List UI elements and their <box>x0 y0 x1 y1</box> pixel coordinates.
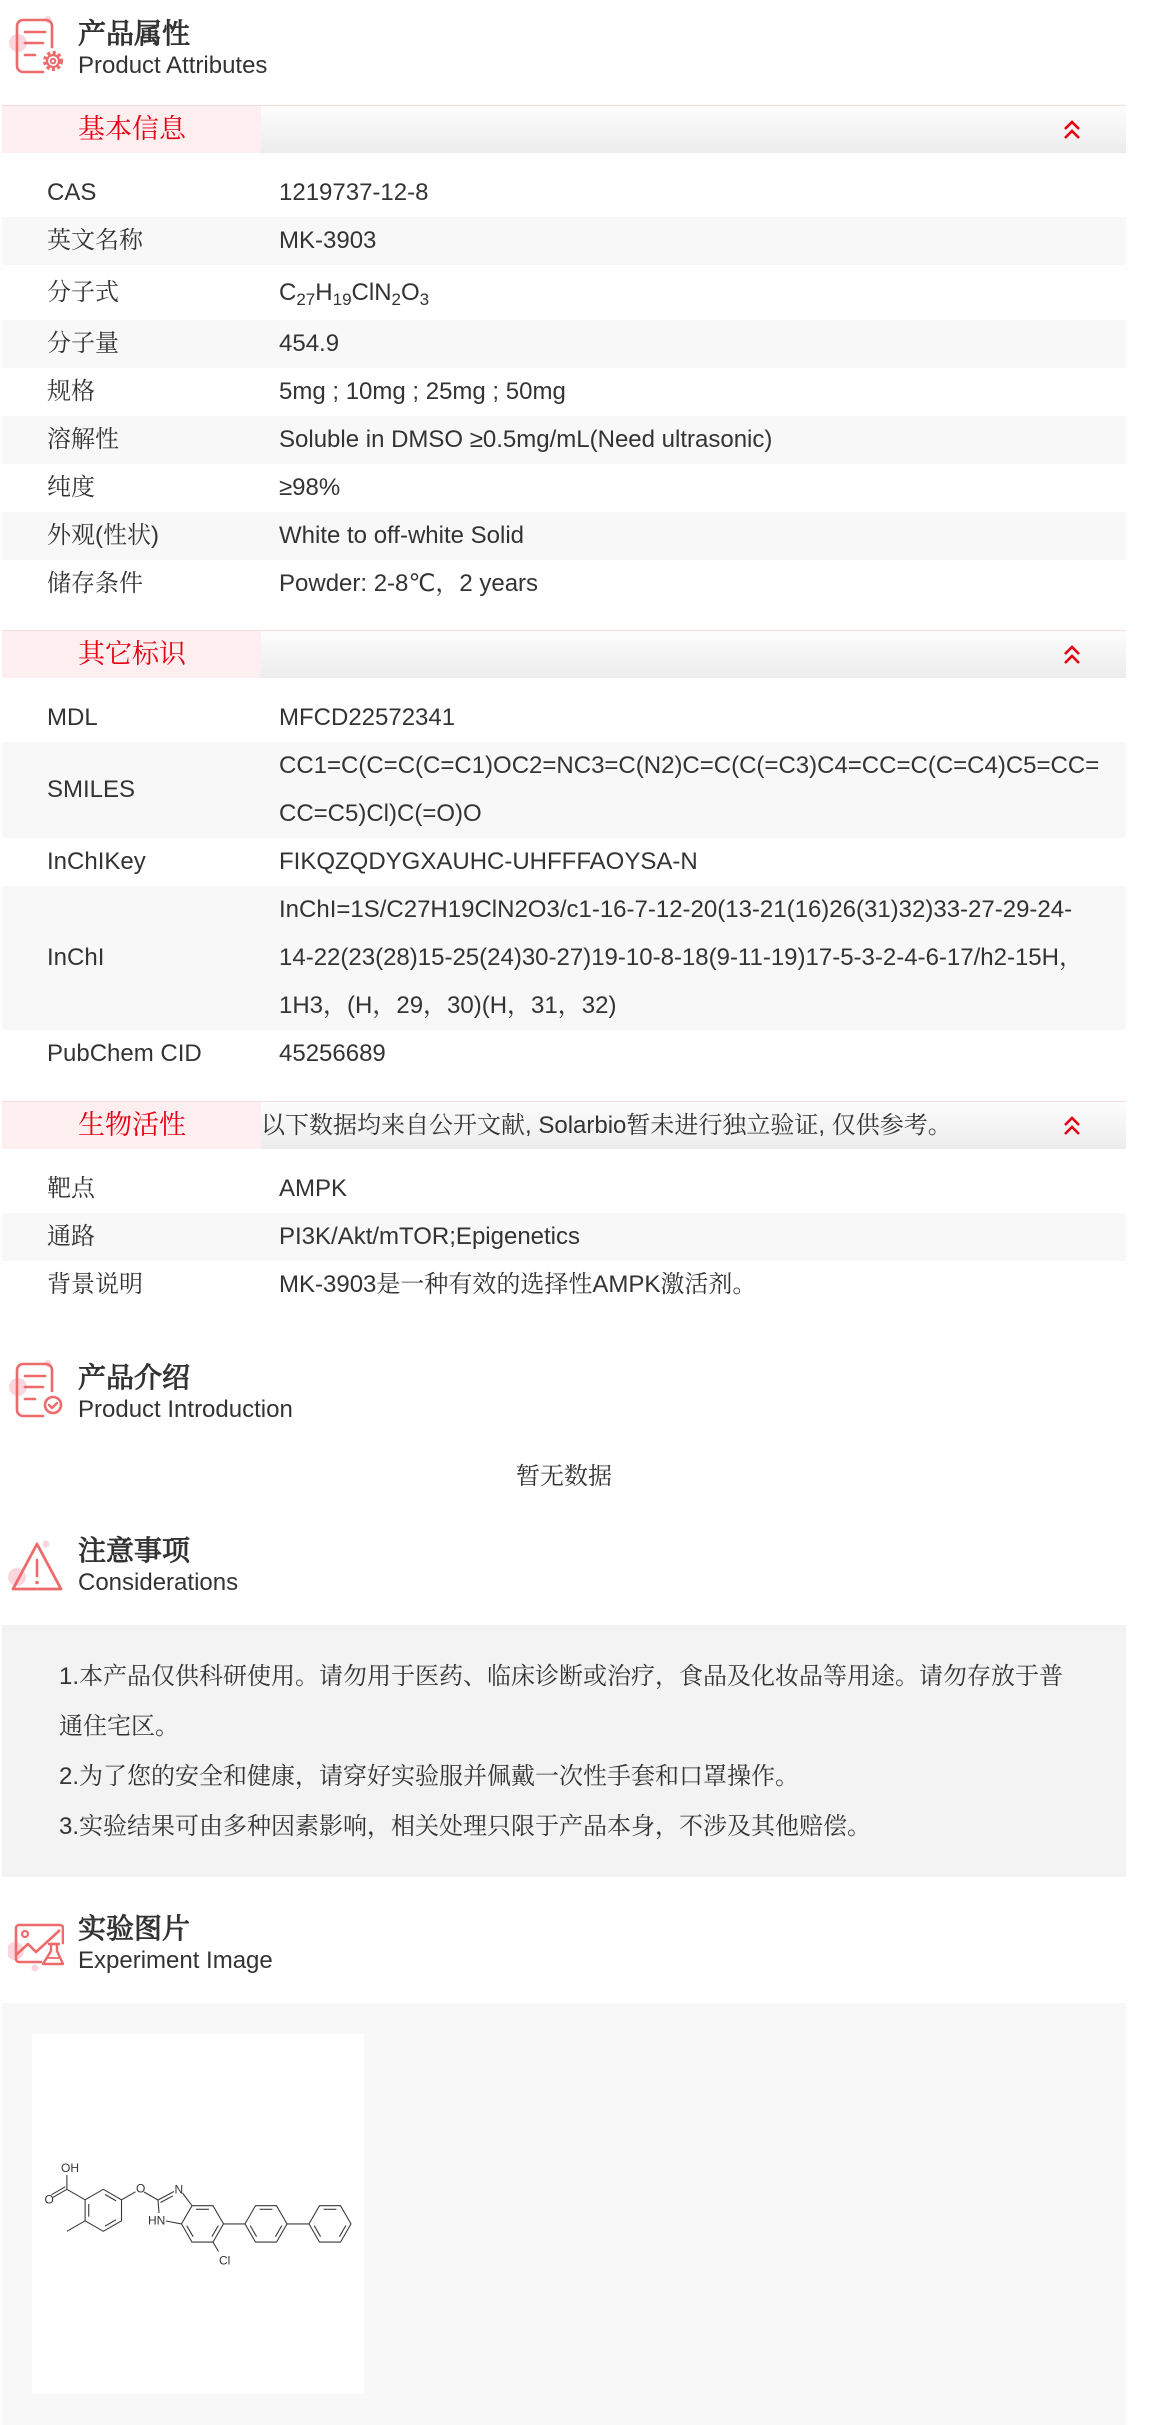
considerations-list <box>2 1625 1126 1877</box>
row-value: FIKQZQDYGXAUHC-UHFFFAOYSA-N <box>279 848 698 875</box>
consideration-item-3: 3.实验结果可由多种因素影响，相关处理只限于产品本身，不涉及其他赔偿。 <box>59 1813 872 1840</box>
row-english-name <box>2 217 1126 265</box>
row-molecular-formula <box>2 265 1126 320</box>
row-value: ≥98% <box>279 474 341 501</box>
row-value: 454.9 <box>279 330 340 357</box>
row-value: MK-3903是一种有效的选择性AMPK激活剂。 <box>279 1271 757 1298</box>
warning-triangle-icon <box>8 1539 64 1599</box>
chlorine-label: Cl <box>219 2253 231 2268</box>
row-label: 分子量 <box>47 330 119 357</box>
row-pathway <box>2 1213 1126 1261</box>
biological-activity-table <box>2 1149 1126 1309</box>
collapse-toggle-button[interactable] <box>1063 644 1081 665</box>
row-target <box>2 1165 1126 1213</box>
row-inchikey <box>2 838 1126 886</box>
consideration-item-2: 2.为了您的安全和健康，请穿好实验服并佩戴一次性手套和口罩操作。 <box>59 1763 800 1790</box>
row-label: CAS <box>47 179 97 206</box>
experiment-image-header <box>2 1895 1126 2003</box>
section-tab <box>2 106 261 153</box>
row-value: 45256689 <box>279 1040 386 1067</box>
row-label: PubChem CID <box>47 1040 202 1067</box>
experiment-image-card[interactable] <box>32 2034 364 2394</box>
section-bar-biological-activity[interactable] <box>2 1101 1126 1149</box>
molecular-formula: $C_{27}H_{19}ClN_2O_3$ <box>279 279 430 309</box>
section-bar-other-identifiers[interactable] <box>2 630 1126 678</box>
row-cas <box>2 169 1126 217</box>
row-value: PI3K/Akt/mTOR;Epigenetics <box>279 1223 581 1250</box>
row-label: SMILES <box>47 776 136 803</box>
row-value: MK-3903 <box>279 227 377 254</box>
chemical-structure-image <box>32 2034 364 2394</box>
other-identifiers-table <box>2 678 1126 1078</box>
section-tab-title: 生物活性 <box>78 1110 186 1140</box>
section-title: 产品属性 <box>78 18 191 49</box>
row-solubility <box>2 416 1126 464</box>
basic-info-table <box>2 153 1126 608</box>
row-value: 5mg ; 10mg ; 25mg ; 50mg <box>279 378 566 405</box>
row-value: White to off-white Solid <box>279 522 525 549</box>
inchi-value: InChI=1S/C27H19ClN2O3/c1-16-7-12-20(13-21(16)26(31)32)33-27-29-24- 14-22(23(28)15-25(24)30-27)19-10-8-18(9-11-19)17-5-3-2-4-6-17/h2-15H， 1H3，(H，29，30)(H，31，32) <box>279 896 1083 1019</box>
row-label: 英文名称 <box>47 227 143 254</box>
product-detail-page <box>2 0 1126 2425</box>
row-label: 纯度 <box>47 474 95 501</box>
double-chevron-up-icon <box>1063 1115 1081 1136</box>
section-bar-basic-info[interactable] <box>2 105 1126 153</box>
section-tab-title: 基本信息 <box>78 114 186 144</box>
section-tab <box>2 1102 261 1149</box>
image-flask-icon <box>8 1921 64 1981</box>
row-value: MFCD22572341 <box>279 704 456 731</box>
double-chevron-up-icon <box>1063 119 1081 140</box>
row-mdl <box>2 694 1126 742</box>
consideration-item-1-line-1: 1.本产品仅供科研使用。请勿用于医药、临床诊断或治疗，食品及化妆品等用途。请勿存放于普 <box>59 1663 1064 1690</box>
disclaimer-note: 以下数据均来自公开文献, Solarbio暂未进行独立验证, 仅供参考。 <box>261 1112 952 1139</box>
row-value: Powder: 2-8℃，2 years <box>279 570 539 597</box>
smiles-value: CC1=C(C=C(C=C1)OC2=NC3=C(N2)C=C(C(=C3)C4=CC=C(C=C4)C5=CC= CC=C5)Cl)C(=O)O <box>279 752 1100 827</box>
row-pubchem-cid <box>2 1030 1126 1078</box>
row-molecular-weight <box>2 320 1126 368</box>
row-smiles <box>2 742 1126 838</box>
no-data-placeholder: 暂无数据 <box>516 1463 612 1490</box>
document-gear-icon <box>8 16 64 76</box>
hydroxyl-label: OH <box>61 2161 79 2175</box>
double-chevron-up-icon <box>1063 644 1081 665</box>
row-appearance <box>2 512 1126 560</box>
section-subtitle: Considerations <box>78 1569 239 1596</box>
carbonyl-oxygen-label: O <box>44 2192 54 2207</box>
section-tab <box>2 631 261 678</box>
row-value: Soluble in DMSO ≥0.5mg/mL(Need ultrasonic) <box>279 426 773 453</box>
row-value: 1219737-12-8 <box>279 179 429 206</box>
section-title: 注意事项 <box>78 1535 191 1566</box>
row-inchi <box>2 886 1126 1030</box>
row-purity <box>2 464 1126 512</box>
collapse-toggle-button[interactable] <box>1063 1115 1081 1136</box>
row-label: 规格 <box>47 378 95 405</box>
row-label: MDL <box>47 704 98 731</box>
imine-nitrogen-label: N <box>174 2182 184 2197</box>
section-subtitle: Experiment Image <box>78 1947 273 1974</box>
row-storage <box>2 560 1126 608</box>
row-label: 通路 <box>47 1223 95 1250</box>
experiment-image-gallery <box>2 2003 1126 2425</box>
row-label: 靶点 <box>47 1175 95 1202</box>
row-background <box>2 1261 1126 1309</box>
row-label: InChI <box>47 944 105 971</box>
section-title: 产品介绍 <box>78 1362 191 1393</box>
product-introduction-header <box>2 1344 1126 1434</box>
section-tab-title: 其它标识 <box>78 639 186 669</box>
ether-oxygen-label: O <box>136 2181 146 2196</box>
row-label: 溶解性 <box>47 426 119 453</box>
row-label: 储存条件 <box>47 570 143 597</box>
document-check-icon <box>8 1360 64 1420</box>
row-label: 背景说明 <box>47 1271 143 1298</box>
row-value: AMPK <box>279 1175 348 1202</box>
product-attributes-header <box>2 0 1126 105</box>
section-title: 实验图片 <box>78 1913 191 1944</box>
section-subtitle: Product Attributes <box>78 52 268 79</box>
considerations-header <box>2 1517 1126 1625</box>
row-label: InChIKey <box>47 848 146 875</box>
row-label: 外观(性状) <box>47 522 159 549</box>
amine-nitrogen-label: HN <box>148 2213 166 2228</box>
row-specification <box>2 368 1126 416</box>
collapse-toggle-button[interactable] <box>1063 119 1081 140</box>
section-subtitle: Product Introduction <box>78 1396 293 1423</box>
row-label: 分子式 <box>47 279 119 306</box>
consideration-item-1-line-2: 通住宅区。 <box>59 1713 179 1740</box>
